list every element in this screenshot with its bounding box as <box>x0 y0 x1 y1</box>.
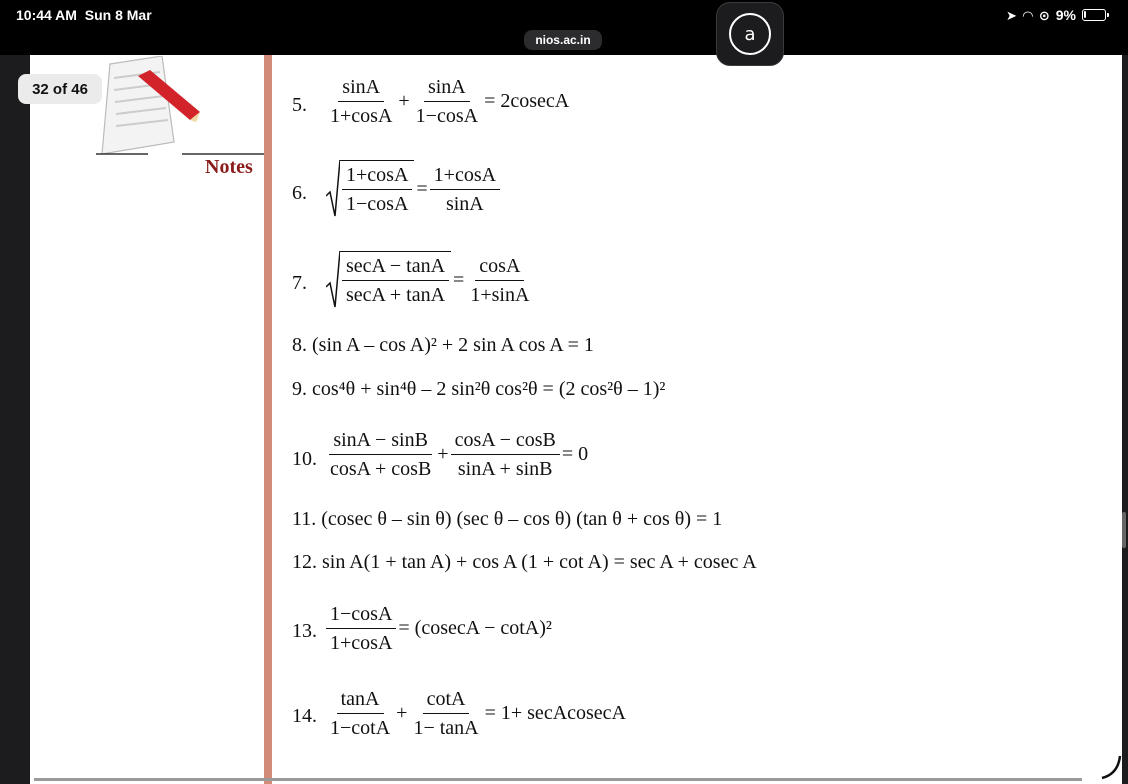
item-10-number: 10. <box>292 448 317 470</box>
denominator: 1− tanA <box>413 717 479 739</box>
numerator: sinA <box>424 73 470 102</box>
item-14-number: 14. <box>292 705 317 727</box>
square-root <box>326 251 451 309</box>
item-8-equation: 8. (sin A – cos A)² + 2 sin A cos A = 1 <box>292 334 594 356</box>
numerator: 1+cosA <box>342 161 412 190</box>
notes-pencil-icon <box>96 56 268 160</box>
item-7-fraction-1 <box>342 252 449 309</box>
item-6-fraction-2 <box>430 161 500 218</box>
item-5-number: 5. <box>292 94 307 116</box>
item-14-fraction-1 <box>326 685 394 742</box>
orientation-lock-icon: ⊙ <box>1038 7 1050 23</box>
numerator: cosA − cosB <box>451 426 560 455</box>
item-11-equation: 11. (cosec θ – sin θ) (sec θ – cos θ) (tan θ + cos θ) = 1 <box>292 508 723 530</box>
item-5-fraction-2 <box>412 73 482 130</box>
item-9-equation: 9. cos⁴θ + sin⁴θ – 2 sin²θ cos²θ = (2 cos²θ – 1)² <box>292 378 666 400</box>
rhs: = 0 <box>561 443 589 465</box>
item-7-number: 7. <box>292 272 307 294</box>
item-13-number: 13. <box>292 620 317 642</box>
item-14-equation <box>326 685 628 742</box>
numerator: tanA <box>337 685 384 714</box>
item-10-fraction-1 <box>326 426 435 483</box>
item-10-fraction-2 <box>451 426 560 483</box>
status-time-text: 10:44 AM <box>16 7 77 23</box>
denominator: 1+cosA <box>330 632 393 654</box>
scroll-corner-icon <box>1098 752 1126 782</box>
denominator: secA + tanA <box>346 284 446 306</box>
operator: = <box>416 177 428 200</box>
rhs: = 2cosecA <box>484 90 570 112</box>
item-6-fraction-1 <box>342 161 412 218</box>
denominator: 1+sinA <box>470 283 530 306</box>
item-6-number: 6. <box>292 182 307 204</box>
item-5-equation <box>326 73 571 130</box>
numerator: cotA <box>423 685 470 714</box>
page-counter: 32 of 46 <box>18 74 102 104</box>
denominator: 1−cosA <box>346 193 409 215</box>
item-7-fraction-2 <box>466 252 533 309</box>
rhs: = (cosecA − cotA)² <box>398 617 552 639</box>
status-bar <box>0 0 1128 30</box>
url-bar[interactable]: nios.ac.in <box>524 30 602 50</box>
status-time <box>16 7 152 23</box>
denominator: sinA <box>445 192 484 215</box>
denominator: 1+cosA <box>330 105 393 127</box>
item-6-equation <box>326 160 500 218</box>
item-10-equation <box>326 426 590 483</box>
item-7-equation <box>326 251 533 309</box>
browser-bar <box>0 30 1128 55</box>
status-date-text: Sun 8 Mar <box>84 7 152 23</box>
operator: = <box>453 268 465 291</box>
rhs: = 1+ secAcosecA <box>484 702 626 724</box>
operator: + <box>398 90 410 112</box>
numerator: sinA <box>338 73 384 102</box>
item-13-fraction-1 <box>326 600 396 657</box>
reader-mode-button[interactable] <box>716 2 784 66</box>
operator: + <box>396 702 408 724</box>
item-12-equation: 12. sin A(1 + tan A) + cos A (1 + cot A) = sec A + cosec A <box>292 551 757 573</box>
wifi-icon: ◠ <box>1022 7 1033 23</box>
scrollbar[interactable] <box>1122 512 1126 548</box>
radical-sign-icon <box>326 251 340 309</box>
radical-sign-icon <box>326 160 340 218</box>
item-5-fraction-1 <box>326 73 396 130</box>
denominator: cosA + cosB <box>330 458 432 480</box>
pdf-page <box>30 55 1122 784</box>
reader-mode-icon: a <box>729 13 771 55</box>
item-14-fraction-2 <box>409 685 482 742</box>
margin-rule <box>264 55 272 784</box>
denominator: 1−cotA <box>330 717 391 739</box>
denominator: 1−cosA <box>415 105 479 127</box>
status-right <box>1006 7 1106 23</box>
numerator: 1+cosA <box>430 161 500 190</box>
location-arrow-icon: ➤ <box>1005 7 1017 23</box>
numerator: 1−cosA <box>326 600 396 629</box>
denominator: sinA + sinB <box>457 458 553 480</box>
numerator: sinA − sinB <box>329 426 432 455</box>
numerator: secA − tanA <box>342 252 449 281</box>
operator: + <box>437 443 449 465</box>
item-13-equation <box>326 600 554 657</box>
battery-percent: 9% <box>1055 7 1076 23</box>
square-root <box>326 160 414 218</box>
battery-icon <box>1082 9 1106 21</box>
page-bottom-rule <box>34 778 1082 781</box>
numerator: cosA <box>475 252 524 281</box>
notes-label: Notes <box>205 156 253 178</box>
